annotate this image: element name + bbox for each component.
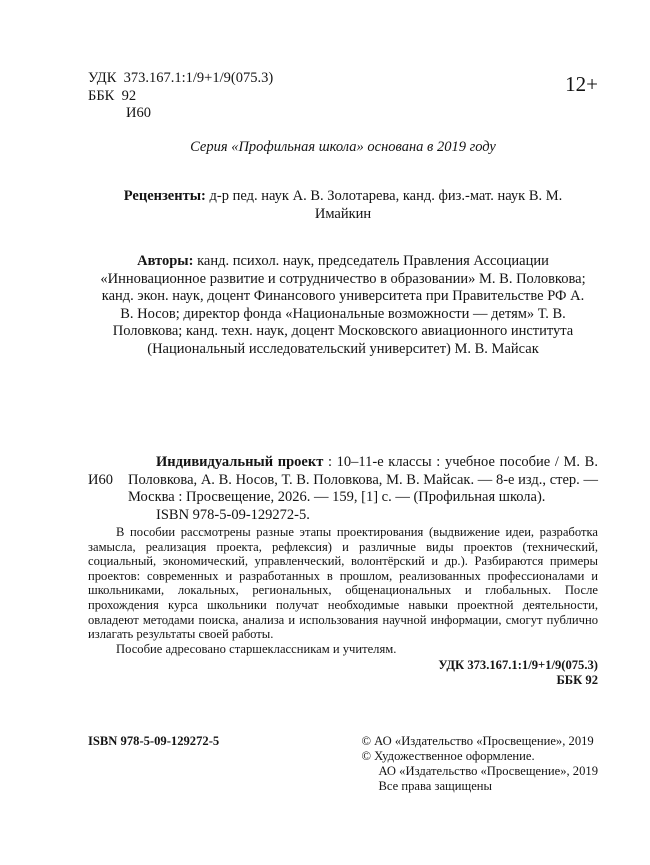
reviewers-text: д-р пед. наук А. В. Золотарева, канд. физ.-мат. наук В. М. Имайкин bbox=[205, 188, 563, 222]
authors-text: канд. психол. наук, председатель Правления Ассоциации «Инновационное развитие и сотрудничество в образовании» М. В. Половкова; канд. экон. наук, доцент Финансового университета при Правительстве РФ А. В. Носов; директор фонда «Национальные возможности — детям» Т. В. Половкова; канд. техн. наук, доцент Московского авиационного института (Национальный исследовательский университет) М. В. Майсак bbox=[100, 253, 586, 357]
footer-row bbox=[88, 734, 598, 795]
udk-code-bottom: УДК 373.167.1:1/9+1/9(075.3) bbox=[438, 658, 598, 673]
copyright-rights-reserved: Все права защищены bbox=[378, 779, 492, 794]
age-rating-badge: 12+ bbox=[565, 72, 598, 96]
catalog-description bbox=[128, 454, 598, 507]
catalog-author-sign: И60 bbox=[88, 471, 113, 488]
reviewers-label: Рецензенты: bbox=[123, 188, 206, 204]
reviewers-paragraph bbox=[113, 188, 573, 223]
bbk-code-bottom: ББК 92 bbox=[556, 672, 598, 687]
bbk-code: ББК 92 bbox=[88, 87, 137, 104]
classification-codes-bottom bbox=[88, 658, 598, 687]
copyright-artwork-publisher: АО «Издательство «Просвещение», 2019 bbox=[378, 763, 598, 778]
copyright-artwork: © Художественное оформление. bbox=[361, 748, 535, 763]
catalog-title: Индивидуальный проект bbox=[156, 454, 324, 470]
series-note: Серия «Профильная школа» основана в 2019 году bbox=[190, 138, 496, 155]
author-sign-code: И60 bbox=[126, 105, 151, 121]
catalog-isbn: ISBN 978-5-09-129272-5. bbox=[156, 506, 310, 523]
authors-paragraph bbox=[100, 253, 586, 358]
header-row bbox=[88, 70, 598, 123]
annotation-paragraph-1: В пособии рассмотрены разные этапы проектирования (выдвижение идеи, разработка замысла, реализация проекта, рефлексия) и различные виды проектов (технический, социальный, экономический, управленческий, волонтёрский и др.). Разбираются примеры проектов: современных и разработанных в прошлом, реализованных профессионалами и школьниками, локальных, региональных, общенациональных и глобальных. После прохождения курса школьники получат необходимые навыки проектной деятельности, овладеют методами поиска, анализа и использования научной информации, смогут публично излагать результаты своей работы. bbox=[88, 525, 598, 642]
classification-codes bbox=[88, 70, 273, 123]
udk-code: УДК 373.167.1:1/9+1/9(075.3) bbox=[88, 70, 274, 86]
isbn-footer: ISBN 978-5-09-129272-5 bbox=[88, 733, 220, 748]
catalog-entry bbox=[88, 454, 598, 524]
copyright-publisher: © АО «Издательство «Просвещение», 2019 bbox=[361, 733, 594, 748]
annotation-block bbox=[88, 525, 598, 688]
authors-label: Авторы: bbox=[137, 253, 194, 269]
catalog-description-text: : 10–11-е классы : учебное пособие / М. В. Половкова, А. В. Носов, Т. В. Половкова, М. В. Майсак. — 8-е изд., стер. — Москва : Просвещение, 2026. — 159, [1] с. — (Профильная школа). bbox=[128, 454, 598, 505]
annotation-paragraph-2: Пособие адресовано старшеклассникам и учителям. bbox=[116, 641, 397, 656]
copyright-block bbox=[361, 734, 598, 795]
